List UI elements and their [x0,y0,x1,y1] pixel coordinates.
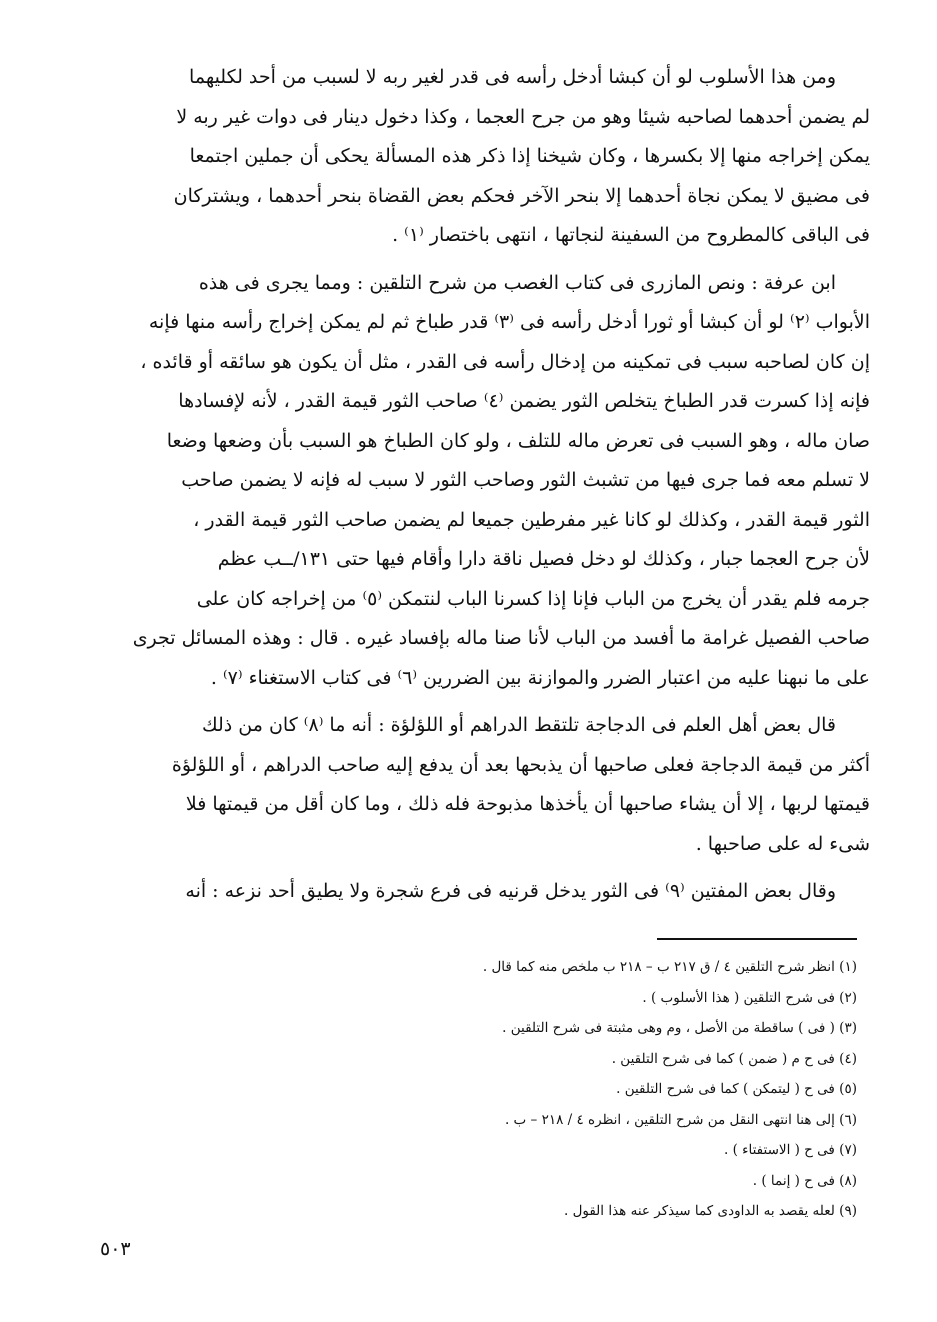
footnote: (٦) إلى هنا انتهى النقل من شرح التلقين ، انظره ٤ / ٢١٨ – ب . [504,1111,857,1128]
footnote: (٣) ( فى ) ساقطة من الأصل ، وم وهى مثبتة فى شرح التلقين . [502,1020,857,1036]
text-line: شىء له على صاحبها . [695,832,870,855]
text-line: الأبواب ⁽٢⁾ لو أن كبشا أو ثورا أدخل رأسه فى ⁽٣⁾ قدر طباخ ثم لم يمكن إخراج رأسه منها فإنه [148,311,870,333]
text-line: ومن هذا الأسلوب لو أن كبشا أدخل رأسه فى قدر لغير ربه لا لسبب من أحد لكليهما [189,66,836,88]
paragraph [80,706,870,864]
text-line: يمكن إخراجه منها إلا بكسرها ، وكان شيخنا إذا ذكر هذه المسألة يحكى أن جملين اجتمعا [189,145,870,167]
text-line: الثور قيمة القدر ، وكذلك لو كانا غير مفرطين جميعا لم يضمن صاحب الثور قيمة القدر ، [193,508,870,531]
text-line: صاحب الفصيل غرامة ما أفسد من الباب لأنا صنا ماله بإفساد غيره . قال : وهذه المسائل تجرى [132,627,870,649]
text-line: لم يضمن أحدهما لصاحبه شيئا وهو من جرح العجما ، وكذا دخول دينار فى دوات غير ربه لا [176,105,870,128]
text-line: على ما نبهنا عليه من اعتبار الضرر والموازنة بين الضررين ⁽٦⁾ فى كتاب الاستغناء ⁽٧⁾ . [210,666,870,689]
paragraph [80,58,870,256]
text-line: قيمتها لربها ، إلا أن يشاء صاحبها أن يأخذها مذبوحة فله ذلك ، وما كان أقل من قيمتها فلا [185,793,870,815]
main-text [80,58,870,920]
footnote: (٧) فى ح ( الاستفتاء ) . [723,1142,857,1158]
footnote: (٩) لعله يقصد به الداودى كما سيذكر عنه هذا القول . [563,1203,857,1219]
text-line: أكثر من قيمة الدجاجة فعلى صاحبها أن يذبحها بعد أن يدفع إليه صاحب الدراهم ، أو اللؤلؤة [171,753,870,776]
text-line: قال بعض أهل العلم فى الدجاجة تلتقط الدراهم أو اللؤلؤة : أنه ما ⁽٨⁾ كان من ذلك [202,714,836,736]
text-line: لأن جرح العجما جبار ، وكذلك لو دخل فصيل ناقة دارا وأقام فيها حتى ١٣١/ــب عظم [217,548,870,570]
page-number: ٥٠٣ [100,1238,131,1260]
text-line: إن كان لصاحبه سبب فى تمكينه من إدخال رأسه فى القدر ، مثل أن يكون هو سائقه أو قائده ، [140,350,870,373]
text-line: فى مضيق لا يمكن نجاة أحدهما إلا بنحر الآخر فحكم بعض القضاة بنحر أحدهما ، ويشتركان [173,184,870,207]
text-line: وقال بعض المفتين ⁽٩⁾ فى الثور يدخل قرنيه فى فرع شجرة ولا يطيق أحد نزعه : أنه [185,880,836,902]
footnote-divider [657,938,857,940]
paragraph [80,264,870,699]
paragraph [80,872,870,912]
footnote: (٨) فى ح ( إنما ) . [752,1172,857,1189]
footnote: (٤) فى ح م ( ضمن ) كما فى شرح التلقين . [611,1050,857,1067]
footnote: (٥) فى ح ( ليتمكن ) كما فى شرح التلقين . [616,1081,857,1097]
text-line: صان ماله ، وهو السبب فى تعرض ماله للتلف ، ولو كان الطباخ هو السبب بأن وضعها وضعا [166,429,870,452]
text-line: لا تسلم معه فما جرى فيها من تشبث الثور وصاحب الثور لا سبب له فإنه لا يضمن صاحب [181,469,870,491]
text-line: جرمه فلم يقدر أن يخرج من الباب فإنا إذا كسرنا الباب لنتمكن ⁽٥⁾ من إخراجه كان على [196,587,870,610]
text-line: فى الباقى كالمطروح من السفينة لنجاتها ، انتهى باختصار ⁽١⁾ . [392,224,870,246]
footnote: (١) انظر شرح التلقين ٤ / ق ٢١٧ ب – ٢١٨ ب ملخص منه كما قال . [482,959,857,975]
footnote: (٢) فى شرح التلقين ( هذا الأسلوب ) . [642,989,857,1006]
text-line: ابن عرفة : ونص المازرى فى كتاب الغصب من شرح التلقين : ومما يجرى فى هذه [198,271,836,294]
text-line: فإنه إذا كسرت قدر الطباخ يتخلص الثور يضمن ⁽٤⁾ صاحب الثور قيمة القدر ، لأنه لإفسادها [178,390,870,412]
footnotes [257,952,857,1227]
